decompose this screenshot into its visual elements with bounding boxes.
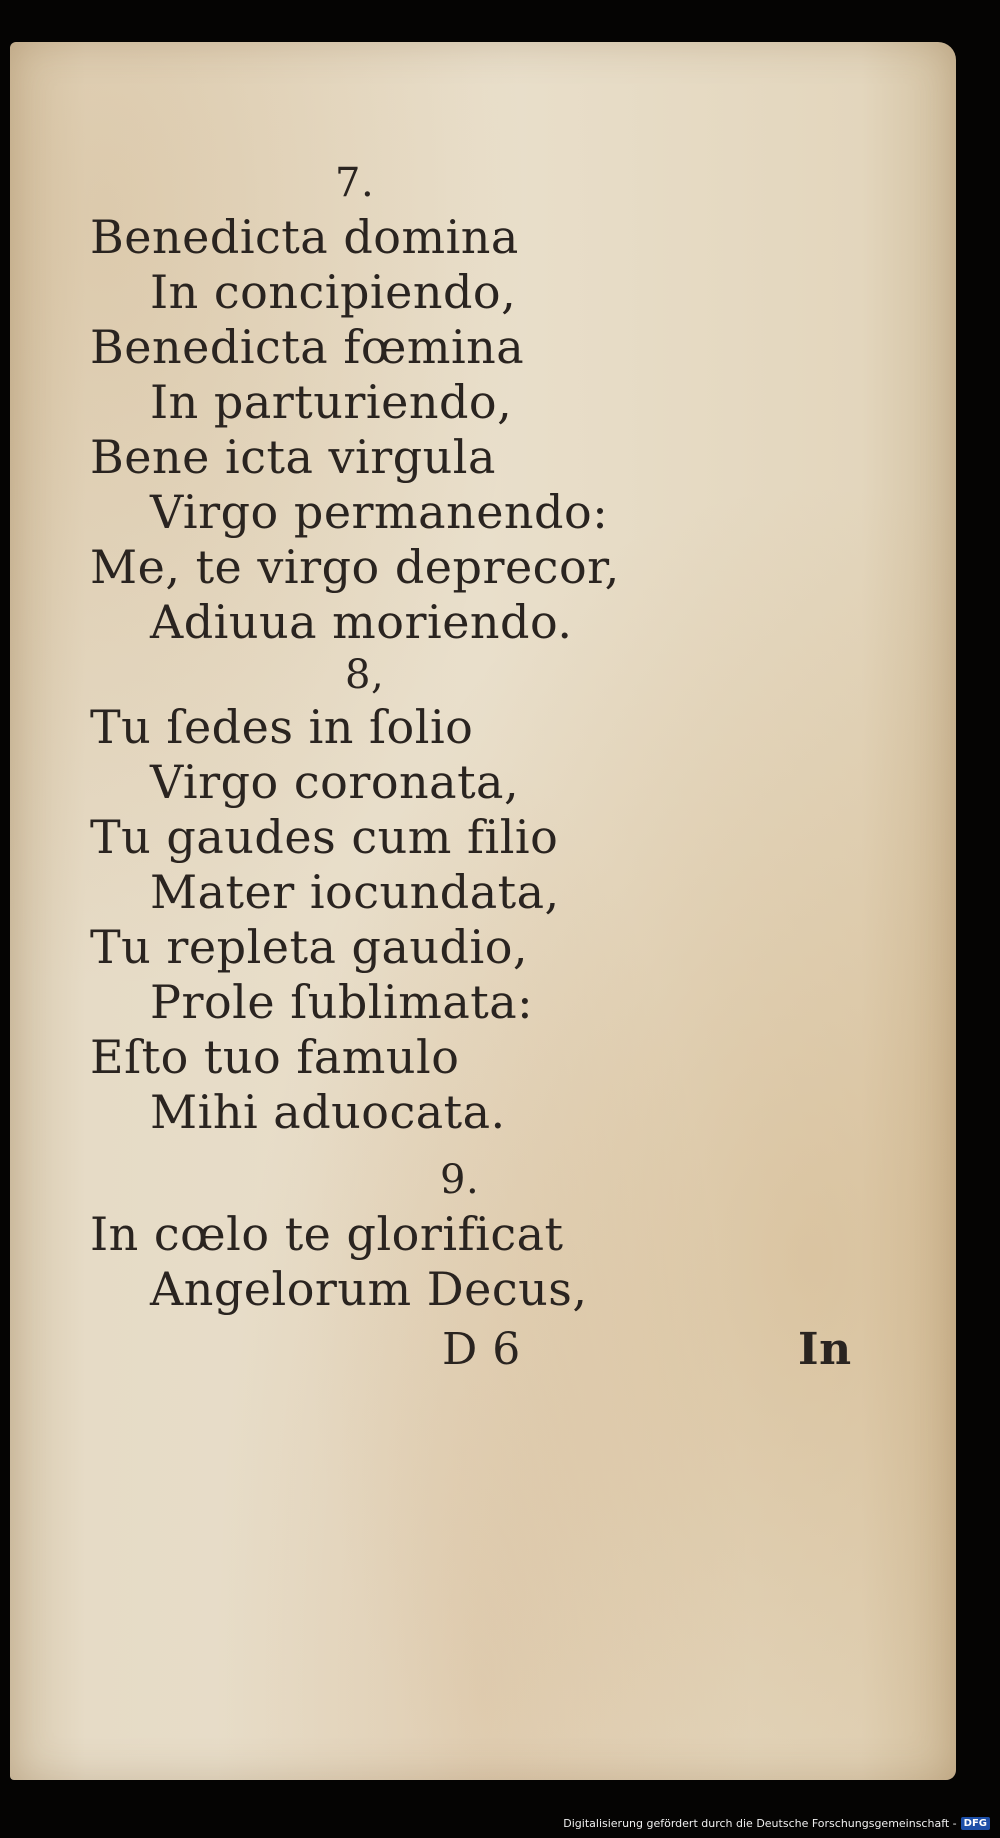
verse-line: Tu ſedes in ſolio [90, 700, 474, 754]
verse-line: In concipiendo, [150, 265, 517, 319]
verse-line: Mater iocundata, [150, 865, 560, 919]
verse-line: Me, te virgo deprecor, [90, 540, 620, 594]
catchword: In [798, 1324, 852, 1375]
verse-line: Benedicta domina [90, 210, 519, 264]
verse-line: Prole ſublimata: [150, 975, 534, 1029]
dfg-logo: DFG [961, 1817, 990, 1830]
verse-line: In parturiendo, [150, 375, 513, 429]
digitization-credit [563, 1817, 990, 1830]
verse-line: In cœlo te glorificat [90, 1207, 564, 1261]
verse-line: Angelorum Decus, [150, 1262, 588, 1316]
verse-line: Eſto tuo famulo [90, 1030, 460, 1084]
stanza-number-8: 8, [345, 652, 385, 698]
signature-mark: D 6 [442, 1324, 521, 1375]
verse-line: Bene icta virgula [90, 430, 496, 484]
credit-text: Digitalisierung gefördert durch die Deutsche Forschungsgemeinschaft - [563, 1817, 957, 1830]
stanza-number-7: 7. [335, 160, 375, 206]
verse-line: Benedicta fœmina [90, 320, 525, 374]
verse-line: Virgo permanendo: [150, 485, 609, 539]
verse-line: Adiuua moriendo. [150, 595, 573, 649]
verse-line: Tu repleta gaudio, [90, 920, 529, 974]
stanza-number-9: 9. [440, 1157, 480, 1203]
verse-line: Tu gaudes cum filio [90, 810, 559, 864]
verse-line: Mihi aduocata. [150, 1085, 506, 1139]
book-page [10, 42, 956, 1780]
verse-line: Virgo coronata, [150, 755, 520, 809]
